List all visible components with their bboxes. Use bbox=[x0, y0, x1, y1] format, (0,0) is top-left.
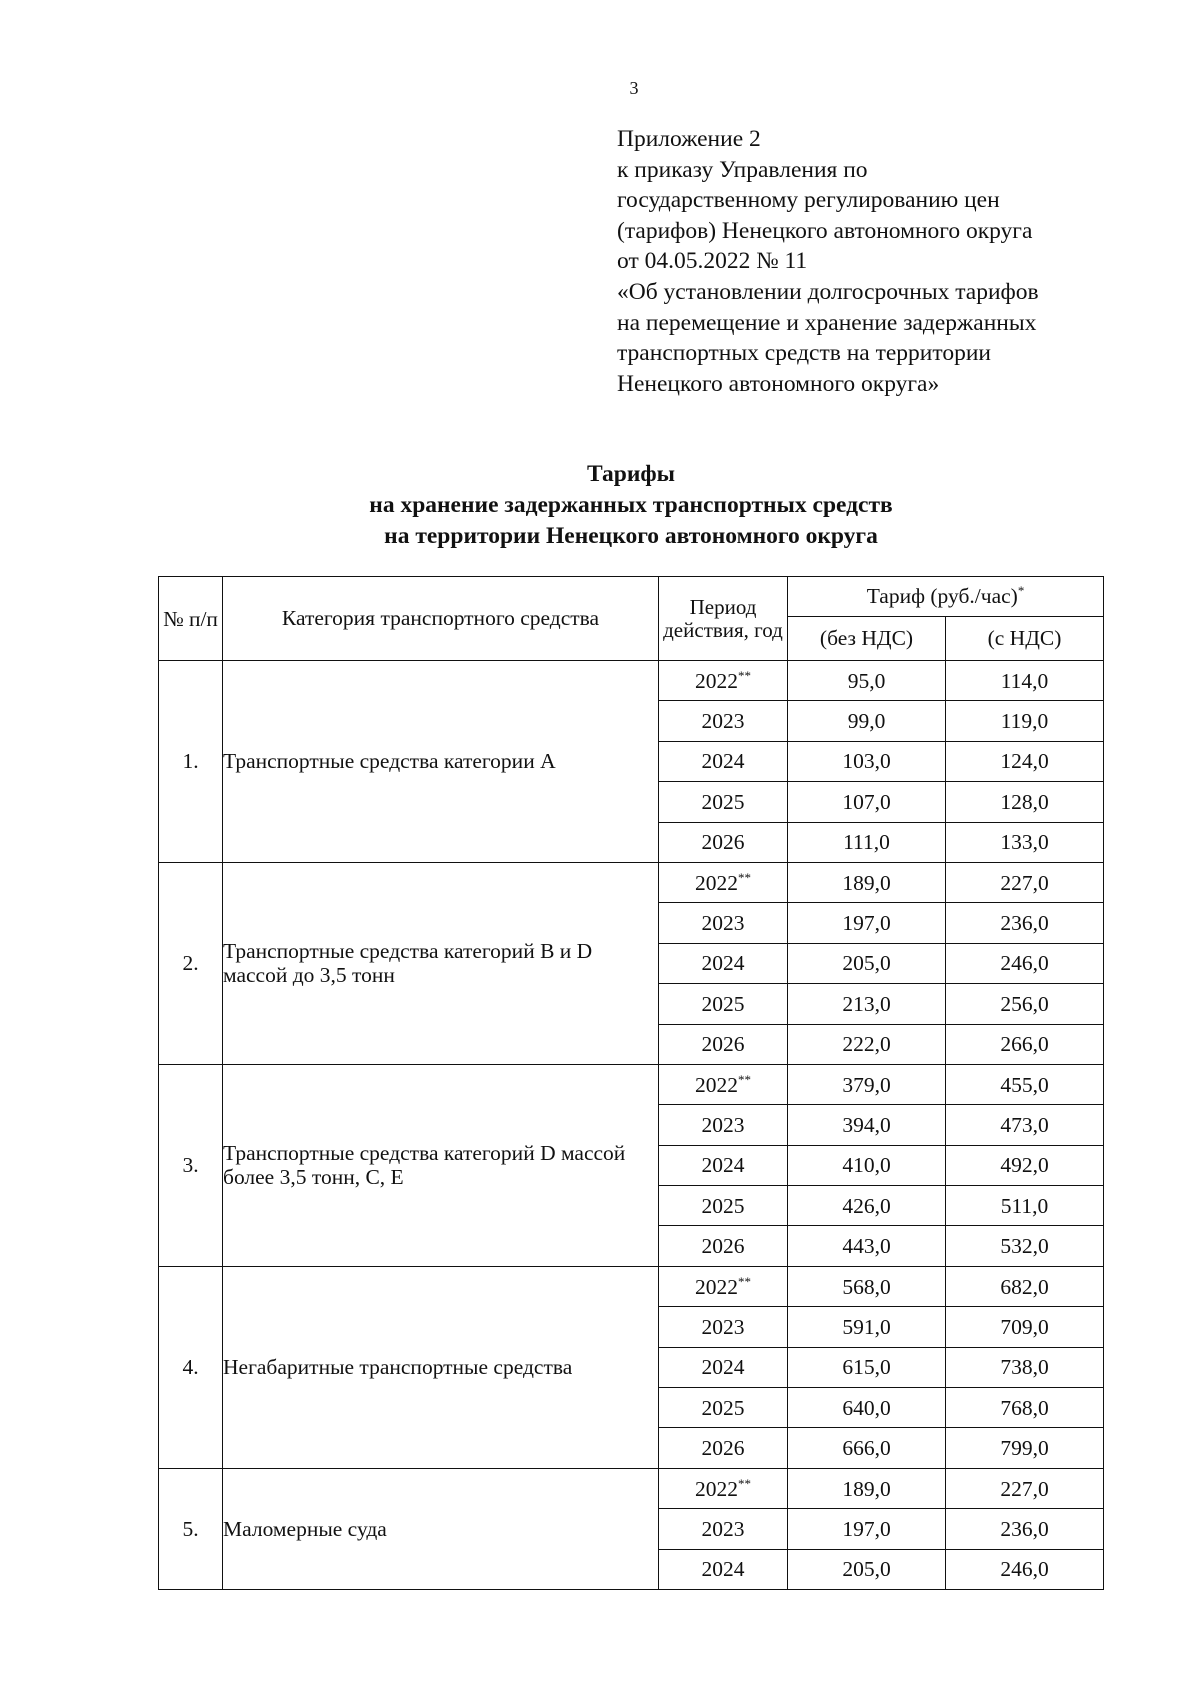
vehicle-category: Маломерные суда bbox=[223, 1468, 659, 1589]
period-year-cell bbox=[659, 1307, 788, 1347]
table-row bbox=[159, 1468, 1104, 1508]
tariff-no-vat: 213,0 bbox=[788, 984, 946, 1024]
title-line-1: Тарифы bbox=[586, 461, 676, 487]
header-period: Период действия, год bbox=[659, 577, 788, 661]
appendix-line: (тарифов) Ненецкого автономного округа bbox=[617, 217, 1033, 244]
tariff-no-vat: 568,0 bbox=[788, 1266, 946, 1306]
period-year-cell bbox=[659, 661, 788, 701]
tariff-no-vat: 379,0 bbox=[788, 1064, 946, 1104]
period-year-cell bbox=[659, 822, 788, 862]
table-row bbox=[159, 1266, 1104, 1306]
tariff-no-vat: 95,0 bbox=[788, 661, 946, 701]
tariff-with-vat: 236,0 bbox=[946, 1509, 1104, 1549]
row-number: 2. bbox=[159, 862, 223, 1064]
period-year: 2024 bbox=[701, 749, 745, 774]
period-year-cell bbox=[659, 701, 788, 741]
tariff-with-vat: 124,0 bbox=[946, 741, 1104, 781]
tariff-with-vat: 709,0 bbox=[946, 1307, 1104, 1347]
period-year-cell bbox=[659, 1064, 788, 1104]
period-year-cell bbox=[659, 1186, 788, 1226]
vehicle-category: Транспортные средства категорий D массой более 3,5 тонн, C, E bbox=[223, 1064, 659, 1266]
table-row bbox=[159, 862, 1104, 902]
period-year-cell bbox=[659, 1145, 788, 1185]
appendix-line: к приказу Управления по bbox=[617, 156, 868, 183]
footnote-mark: ** bbox=[738, 1273, 751, 1289]
tariff-with-vat: 227,0 bbox=[946, 1468, 1104, 1508]
period-year: 2026 bbox=[701, 830, 745, 855]
period-year: 2023 bbox=[701, 911, 745, 936]
period-year-cell bbox=[659, 1347, 788, 1387]
footnote-mark: ** bbox=[738, 1071, 751, 1087]
tariff-no-vat: 99,0 bbox=[788, 701, 946, 741]
period-year: 2025 bbox=[701, 991, 745, 1016]
appendix-line: на перемещение и хранение задержанных bbox=[617, 309, 1037, 336]
tariff-with-vat: 738,0 bbox=[946, 1347, 1104, 1387]
header-tariff-label: Тариф (руб./час) bbox=[866, 584, 1018, 608]
tariff-no-vat: 394,0 bbox=[788, 1105, 946, 1145]
period-year: 2026 bbox=[701, 1234, 745, 1259]
tariff-no-vat: 426,0 bbox=[788, 1186, 946, 1226]
header-with-vat: (с НДС) bbox=[946, 617, 1104, 661]
tariff-no-vat: 103,0 bbox=[788, 741, 946, 781]
tariff-with-vat: 236,0 bbox=[946, 903, 1104, 943]
period-year-cell bbox=[659, 1024, 788, 1064]
period-year: 2024 bbox=[701, 1557, 745, 1582]
header-tariff-mark: * bbox=[1017, 583, 1025, 598]
tariff-with-vat: 266,0 bbox=[946, 1024, 1104, 1064]
tariff-with-vat: 227,0 bbox=[946, 862, 1104, 902]
vehicle-category: Транспортные средства категории А bbox=[223, 661, 659, 863]
period-year: 2023 bbox=[701, 709, 745, 734]
period-year-cell bbox=[659, 741, 788, 781]
tariff-with-vat: 256,0 bbox=[946, 984, 1104, 1024]
tariff-no-vat: 205,0 bbox=[788, 943, 946, 983]
period-year-cell bbox=[659, 1428, 788, 1468]
period-year: 2022 bbox=[695, 1476, 738, 1501]
row-number: 5. bbox=[159, 1468, 223, 1589]
tariff-with-vat: 492,0 bbox=[946, 1145, 1104, 1185]
period-year: 2023 bbox=[701, 1516, 745, 1541]
tariff-no-vat: 197,0 bbox=[788, 1509, 946, 1549]
table-row bbox=[159, 661, 1104, 701]
tariff-with-vat: 128,0 bbox=[946, 782, 1104, 822]
appendix-line: Ненецкого автономного округа» bbox=[617, 370, 940, 397]
table-row bbox=[159, 1064, 1104, 1104]
appendix-line: транспортных средств на территории bbox=[617, 340, 991, 367]
period-year: 2024 bbox=[701, 951, 745, 976]
tariff-with-vat: 133,0 bbox=[946, 822, 1104, 862]
period-year: 2022 bbox=[695, 870, 738, 895]
tariff-with-vat: 532,0 bbox=[946, 1226, 1104, 1266]
tariff-with-vat: 114,0 bbox=[946, 661, 1104, 701]
period-year: 2025 bbox=[701, 789, 745, 814]
tariff-with-vat: 246,0 bbox=[946, 1549, 1104, 1589]
tariff-with-vat: 799,0 bbox=[946, 1428, 1104, 1468]
period-year: 2025 bbox=[701, 1193, 745, 1218]
row-number: 4. bbox=[159, 1266, 223, 1468]
header-tariff bbox=[788, 577, 1104, 617]
appendix-line: государственному регулированию цен bbox=[617, 187, 1000, 214]
tariff-no-vat: 666,0 bbox=[788, 1428, 946, 1468]
tariff-no-vat: 443,0 bbox=[788, 1226, 946, 1266]
period-year: 2023 bbox=[701, 1314, 745, 1339]
tariff-with-vat: 768,0 bbox=[946, 1388, 1104, 1428]
period-year: 2024 bbox=[701, 1355, 745, 1380]
tariff-no-vat: 410,0 bbox=[788, 1145, 946, 1185]
footnote-mark: ** bbox=[738, 667, 751, 683]
tariff-no-vat: 615,0 bbox=[788, 1347, 946, 1387]
header-num: № п/п bbox=[159, 577, 223, 661]
tariff-with-vat: 511,0 bbox=[946, 1186, 1104, 1226]
period-year: 2026 bbox=[701, 1032, 745, 1057]
header-category: Категория транспортного средства bbox=[223, 577, 659, 661]
period-year-cell bbox=[659, 1468, 788, 1508]
tariff-no-vat: 111,0 bbox=[788, 822, 946, 862]
tariff-table-body bbox=[159, 661, 1104, 1590]
tariff-with-vat: 119,0 bbox=[946, 701, 1104, 741]
period-year: 2023 bbox=[701, 1112, 745, 1137]
appendix-line: «Об установлении долгосрочных тарифов bbox=[617, 278, 1039, 305]
tariff-no-vat: 107,0 bbox=[788, 782, 946, 822]
row-number: 1. bbox=[159, 661, 223, 863]
period-year: 2025 bbox=[701, 1395, 745, 1420]
tariff-no-vat: 591,0 bbox=[788, 1307, 946, 1347]
appendix-header bbox=[617, 124, 1137, 399]
appendix-line: Приложение 2 bbox=[617, 126, 761, 152]
title-line-3: на территории Ненецкого автономного округа bbox=[384, 523, 878, 549]
appendix-line: от 04.05.2022 № 11 bbox=[617, 248, 808, 275]
tariff-no-vat: 640,0 bbox=[788, 1388, 946, 1428]
period-year-cell bbox=[659, 903, 788, 943]
footnote-mark: ** bbox=[738, 1475, 751, 1491]
period-year-cell bbox=[659, 862, 788, 902]
period-year-cell bbox=[659, 1509, 788, 1549]
tariff-with-vat: 682,0 bbox=[946, 1266, 1104, 1306]
tariff-table bbox=[158, 576, 1104, 1590]
period-year-cell bbox=[659, 1549, 788, 1589]
tariff-no-vat: 189,0 bbox=[788, 1468, 946, 1508]
header-no-vat: (без НДС) bbox=[788, 617, 946, 661]
period-year: 2026 bbox=[701, 1436, 745, 1461]
period-year: 2022 bbox=[695, 668, 738, 693]
row-number: 3. bbox=[159, 1064, 223, 1266]
period-year-cell bbox=[659, 782, 788, 822]
title-line-2: на хранение задержанных транспортных средств bbox=[369, 492, 893, 518]
vehicle-category: Транспортные средства категорий B и D массой до 3,5 тонн bbox=[223, 862, 659, 1064]
period-year-cell bbox=[659, 1105, 788, 1145]
tariff-no-vat: 197,0 bbox=[788, 903, 946, 943]
tariff-with-vat: 246,0 bbox=[946, 943, 1104, 983]
period-year-cell bbox=[659, 943, 788, 983]
period-year-cell bbox=[659, 1266, 788, 1306]
vehicle-category: Негабаритные транспортные средства bbox=[223, 1266, 659, 1468]
period-year-cell bbox=[659, 1226, 788, 1266]
tariff-no-vat: 222,0 bbox=[788, 1024, 946, 1064]
period-year-cell bbox=[659, 984, 788, 1024]
tariff-no-vat: 189,0 bbox=[788, 862, 946, 902]
period-year-cell bbox=[659, 1388, 788, 1428]
tariff-no-vat: 205,0 bbox=[788, 1549, 946, 1589]
tariff-with-vat: 455,0 bbox=[946, 1064, 1104, 1104]
page-number: 3 bbox=[629, 78, 639, 98]
period-year: 2024 bbox=[701, 1153, 745, 1178]
document-title bbox=[160, 459, 1102, 552]
footnote-mark: ** bbox=[738, 869, 751, 885]
period-year: 2022 bbox=[695, 1072, 738, 1097]
period-year: 2022 bbox=[695, 1274, 738, 1299]
tariff-with-vat: 473,0 bbox=[946, 1105, 1104, 1145]
